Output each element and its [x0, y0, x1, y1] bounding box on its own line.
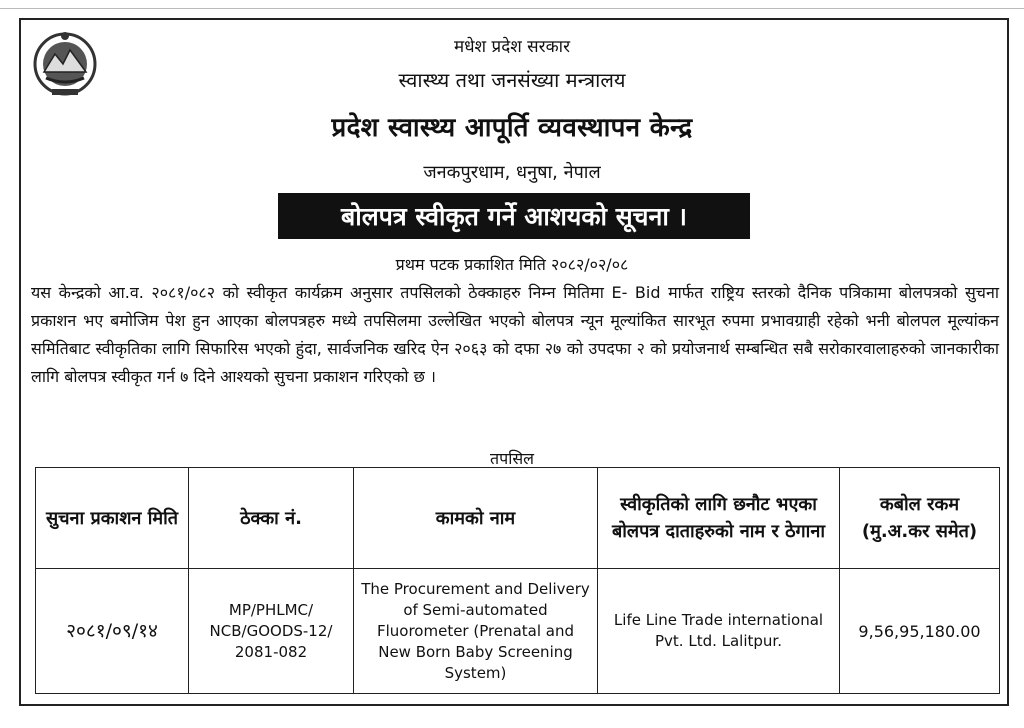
header-contract-no: ठेक्का नं. [189, 468, 354, 569]
ministry-name: स्वास्थ्य तथा जनसंख्या मन्त्रालय [398, 68, 626, 92]
cell-amount: 9,56,95,180.00 [840, 569, 1000, 694]
bid-schedule-table [35, 467, 1000, 694]
cell-bidder: Life Line Trade international Pvt. Ltd. Lalitpur. [598, 569, 840, 694]
header-publication-date: सुचना प्रकाशन मिति [36, 468, 189, 569]
header-work-name: कामको नाम [354, 468, 598, 569]
header-amount: कबोल रकम (मु.अ.कर समेत) [840, 468, 1000, 569]
notice-body: यस केन्द्रको आ.व. २०८१/०८२ को स्वीकृत कार्यक्रम अनुसार तपसिलको ठेक्काहरु निम्न मितिमा E- Bid मार्फत राष्ट्रिय स्तरको दैनिक पत्रिकामा बोलपत्रको सुचना प्रकाशन भए बमोजिम पेश हुन आएका बोलपत्रहरु मध्ये तपसिलमा उल्लेखित भएको बोलपत्र न्यून मूल्यांकित सारभूत रुपमा प्रभावग्राही रहेको भनी बोलपल मूल्यांकन समितिबाट स्वीकृतिका लागि सिफारिस भएको हुंदा, सार्वजनिक खरिद ऐन २०६३ को दफा २७ को उपदफा २ को प्रयोजनार्थ सम्बन्धित सबै सरोकारवालाहरुको जानकारीका लागि बोलपत्र स्वीकृत गर्न ७ दिने आश्यको सुचना प्रकाशन गरिएको छ । [31, 283, 999, 386]
office-address: जनकपुरधाम, धनुषा, नेपाल [423, 162, 601, 183]
cell-work-name: The Procurement and Delivery of Semi-automated Fluorometer (Prenatal and New Born Baby Screening System) [354, 569, 598, 694]
schedule-label: तपसिल [489, 449, 535, 468]
header-bidder: स्वीकृतिको लागि छनौट भएका बोलपत्र दाताहरुको नाम र ठेगाना [598, 468, 840, 569]
government-name: मधेश प्रदेश सरकार [453, 37, 571, 57]
cell-contract-no: MP/PHLMC/ NCB/GOODS-12/ 2081-082 [189, 569, 354, 694]
cell-publication-date: २०८१/०९/१४ [36, 569, 189, 694]
table-row [36, 569, 1000, 694]
top-rule [0, 0, 1024, 9]
publication-date: प्रथम पटक प्रकाशित मिति २०८२/०२/०८ [395, 255, 629, 274]
notice-title: बोलपत्र स्वीकृत गर्ने आशयको सूचना । [278, 193, 750, 239]
table-header-row [36, 468, 1000, 569]
office-name: प्रदेश स्वास्थ्य आपूर्ति व्यवस्थापन केन्द्र [331, 113, 693, 143]
